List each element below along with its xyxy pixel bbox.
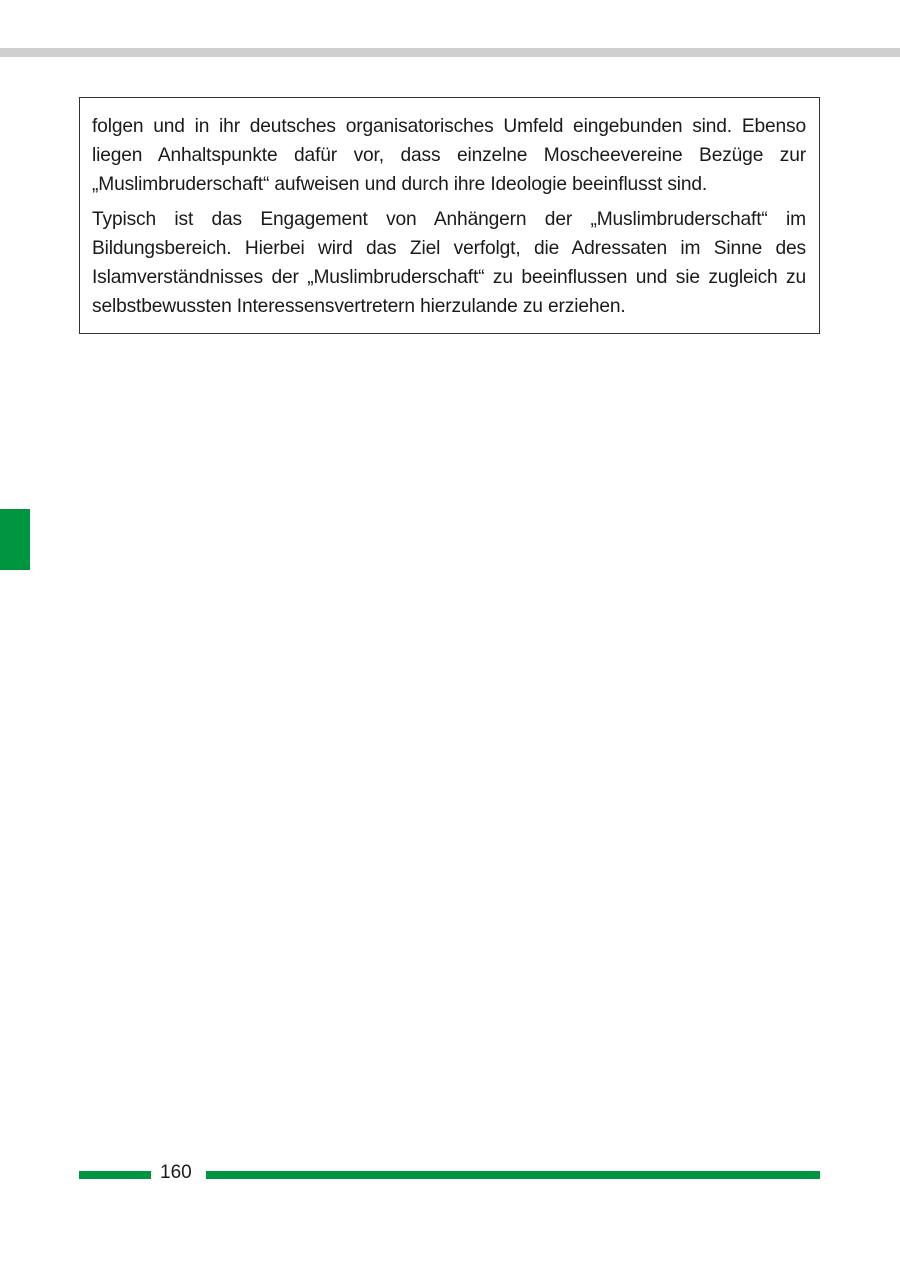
footer-rule-left: [79, 1171, 151, 1179]
page-number: 160: [160, 1162, 192, 1183]
paragraph-1: folgen und in ihr deutsches organisatorisches Umfeld eingebunden sind. Ebenso liegen Anhaltspunkte dafür vor, dass einzelne Moscheevereine Bezüge zur „Muslimbruderschaft“ aufweisen und durch ihre Ideologie beeinflusst sind.: [92, 116, 806, 195]
info-box: [79, 97, 820, 334]
header-rule: [0, 48, 900, 57]
chapter-marker-tab: [0, 509, 30, 570]
footer-rule-right: [206, 1171, 820, 1179]
paragraph-2: Typisch ist das Engagement von Anhängern der „Muslimbruderschaft“ im Bildungsbereich. Hierbei wird das Ziel verfolgt, die Adressaten im Sinne des Islamverständnisses der „Muslimbruderschaft“ zu beeinflussen und sie zugleich zu selbstbewussten Interessensvertretern hierzulande zu erziehen.: [92, 209, 806, 317]
